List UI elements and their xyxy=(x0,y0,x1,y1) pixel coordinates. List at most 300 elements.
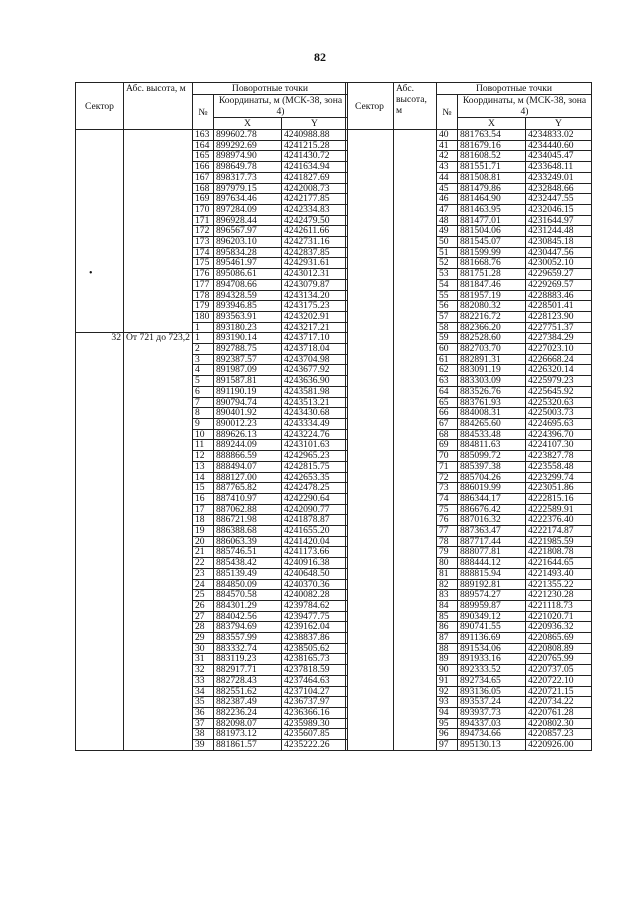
y-coordinate-cell: 4237818.59 xyxy=(281,665,347,676)
point-number-header: № xyxy=(437,95,458,130)
point-number-cell: 10 xyxy=(192,429,213,440)
point-number-cell: 4 xyxy=(192,365,213,376)
x-coordinate-cell: 886344.17 xyxy=(458,493,526,504)
y-coordinate-cell: 4240916.38 xyxy=(281,558,347,569)
x-coordinate-cell: 881477.01 xyxy=(458,215,526,226)
point-number-cell: 9 xyxy=(192,418,213,429)
x-coordinate-cell: 883557.99 xyxy=(213,633,281,644)
point-number-cell: 86 xyxy=(437,622,458,633)
y-coordinate-cell: 4241655.20 xyxy=(281,526,347,537)
point-number-cell: 27 xyxy=(192,611,213,622)
x-coordinate-cell: 894708.66 xyxy=(213,279,281,290)
point-number-cell: 49 xyxy=(437,226,458,237)
x-coordinate-cell: 898974.90 xyxy=(213,151,281,162)
point-number-cell: 40 xyxy=(437,130,458,141)
point-number-cell: 21 xyxy=(192,547,213,558)
point-number-cell: 65 xyxy=(437,397,458,408)
y-coordinate-cell: 4242931.61 xyxy=(281,258,347,269)
y-coordinate-cell: 4241878.87 xyxy=(281,515,347,526)
x-coordinate-cell: 884008.31 xyxy=(458,408,526,419)
x-coordinate-cell: 890741.55 xyxy=(458,622,526,633)
point-number-cell: 82 xyxy=(437,579,458,590)
point-number-cell: 56 xyxy=(437,301,458,312)
x-coordinate-cell: 897634.46 xyxy=(213,194,281,205)
x-coordinate-cell: 891190.19 xyxy=(213,386,281,397)
x-coordinate-cell: 891136.69 xyxy=(458,633,526,644)
x-coordinate-cell: 889574.27 xyxy=(458,590,526,601)
point-number-cell: 60 xyxy=(437,344,458,355)
x-coordinate-cell: 881973.12 xyxy=(213,729,281,740)
point-number-cell: 45 xyxy=(437,183,458,194)
altitude-header: Абс. высота, м xyxy=(124,83,193,130)
x-coordinate-cell: 881551.71 xyxy=(458,162,526,173)
y-coordinate-cell: 4238165.73 xyxy=(281,654,347,665)
y-coordinate-cell: 4220802.30 xyxy=(526,718,592,729)
y-coordinate-cell: 4241827.69 xyxy=(281,172,347,183)
x-coordinate-cell: 883119.23 xyxy=(213,654,281,665)
table-row xyxy=(346,130,592,141)
turning-points-header: Поворотные точки xyxy=(192,83,347,95)
point-number-cell: 26 xyxy=(192,600,213,611)
x-coordinate-cell: 882891.31 xyxy=(458,354,526,365)
x-header: X xyxy=(458,118,526,130)
x-coordinate-cell: 887765.82 xyxy=(213,483,281,494)
x-coordinate-cell: 881504.06 xyxy=(458,226,526,237)
y-coordinate-cell: 4221493.40 xyxy=(526,568,592,579)
point-number-cell: 50 xyxy=(437,237,458,248)
y-coordinate-cell: 4242290.64 xyxy=(281,493,347,504)
x-coordinate-cell: 891534.06 xyxy=(458,643,526,654)
x-coordinate-cell: 881608.52 xyxy=(458,151,526,162)
point-number-cell: 12 xyxy=(192,451,213,462)
y-coordinate-cell: 4220734.22 xyxy=(526,697,592,708)
y-coordinate-cell: 4230845.18 xyxy=(526,237,592,248)
x-coordinate-cell: 891587.81 xyxy=(213,376,281,387)
point-number-cell: 96 xyxy=(437,729,458,740)
y-coordinate-cell: 4233249.01 xyxy=(526,172,592,183)
point-number-cell: 16 xyxy=(192,493,213,504)
y-coordinate-cell: 4240370.36 xyxy=(281,579,347,590)
y-coordinate-cell: 4224695.63 xyxy=(526,418,592,429)
table-row xyxy=(76,333,348,344)
x-coordinate-cell: 892387.57 xyxy=(213,354,281,365)
point-number-cell: 68 xyxy=(437,429,458,440)
point-number-cell: 30 xyxy=(192,643,213,654)
y-coordinate-cell: 4227384.29 xyxy=(526,333,592,344)
x-coordinate-cell: 887363.47 xyxy=(458,526,526,537)
x-coordinate-cell: 892788.75 xyxy=(213,344,281,355)
y-coordinate-cell: 4243079.87 xyxy=(281,279,347,290)
altitude-header: Абс. высота, м xyxy=(394,83,437,130)
x-coordinate-cell: 886388.68 xyxy=(213,526,281,537)
x-coordinate-cell: 881668.76 xyxy=(458,258,526,269)
y-coordinate-cell: 4232447.55 xyxy=(526,194,592,205)
y-coordinate-cell: 4243134.20 xyxy=(281,290,347,301)
point-number-cell: 6 xyxy=(192,386,213,397)
y-coordinate-cell: 4235222.26 xyxy=(281,740,347,751)
x-coordinate-cell: 884042.56 xyxy=(213,611,281,622)
y-coordinate-cell: 4232848.66 xyxy=(526,183,592,194)
point-number-cell: 36 xyxy=(192,707,213,718)
x-coordinate-cell: 893937.73 xyxy=(458,707,526,718)
y-coordinate-cell: 4220722.10 xyxy=(526,675,592,686)
y-coordinate-cell: 4225003.73 xyxy=(526,408,592,419)
point-number-cell: 14 xyxy=(192,472,213,483)
point-number-cell: 58 xyxy=(437,322,458,333)
right-table-coordinates xyxy=(345,82,592,751)
x-coordinate-cell: 885099.72 xyxy=(458,451,526,462)
y-coordinate-cell: 4239162.04 xyxy=(281,622,347,633)
x-coordinate-cell: 887410.97 xyxy=(213,493,281,504)
x-coordinate-cell: 882098.07 xyxy=(213,718,281,729)
y-header: Y xyxy=(526,118,592,130)
point-number-cell: 44 xyxy=(437,172,458,183)
x-coordinate-cell: 893180.23 xyxy=(213,322,281,333)
y-coordinate-cell: 4226668.24 xyxy=(526,354,592,365)
point-number-cell: 72 xyxy=(437,472,458,483)
point-number-cell: 167 xyxy=(192,172,213,183)
x-coordinate-cell: 883526.76 xyxy=(458,386,526,397)
x-coordinate-cell: 893537.24 xyxy=(458,697,526,708)
x-coordinate-cell: 894734.66 xyxy=(458,729,526,740)
point-number-cell: 166 xyxy=(192,162,213,173)
point-number-cell: 95 xyxy=(437,718,458,729)
x-coordinate-cell: 899292.69 xyxy=(213,140,281,151)
y-coordinate-cell: 4242815.75 xyxy=(281,461,347,472)
point-number-cell: 19 xyxy=(192,526,213,537)
y-coordinate-cell: 4222815.16 xyxy=(526,493,592,504)
y-coordinate-cell: 4242479.50 xyxy=(281,215,347,226)
point-number-cell: 52 xyxy=(437,258,458,269)
y-coordinate-cell: 4231644.97 xyxy=(526,215,592,226)
y-coordinate-cell: 4242177.85 xyxy=(281,194,347,205)
y-coordinate-cell: 4225320.63 xyxy=(526,397,592,408)
point-number-cell: 33 xyxy=(192,675,213,686)
x-coordinate-cell: 882366.20 xyxy=(458,322,526,333)
y-coordinate-cell: 4228501.41 xyxy=(526,301,592,312)
y-coordinate-cell: 4220765.99 xyxy=(526,654,592,665)
point-number-cell: 179 xyxy=(192,301,213,312)
point-number-cell: 2 xyxy=(192,344,213,355)
y-coordinate-cell: 4234045.47 xyxy=(526,151,592,162)
x-coordinate-cell: 885438.42 xyxy=(213,558,281,569)
x-coordinate-cell: 894328.59 xyxy=(213,290,281,301)
x-coordinate-cell: 892734.65 xyxy=(458,675,526,686)
y-coordinate-cell: 4232046.15 xyxy=(526,204,592,215)
point-number-cell: 93 xyxy=(437,697,458,708)
x-coordinate-cell: 899602.78 xyxy=(213,130,281,141)
y-coordinate-cell: 4237104.27 xyxy=(281,686,347,697)
x-coordinate-cell: 888444.12 xyxy=(458,558,526,569)
table-row xyxy=(76,130,348,141)
y-header: Y xyxy=(281,118,347,130)
x-coordinate-cell: 893136.05 xyxy=(458,686,526,697)
point-number-cell: 73 xyxy=(437,483,458,494)
point-number-cell: 87 xyxy=(437,633,458,644)
x-coordinate-cell: 882917.71 xyxy=(213,665,281,676)
x-coordinate-cell: 892333.52 xyxy=(458,665,526,676)
y-coordinate-cell: 4243704.98 xyxy=(281,354,347,365)
y-coordinate-cell: 4221230.28 xyxy=(526,590,592,601)
y-coordinate-cell: 4241420.04 xyxy=(281,536,347,547)
x-coordinate-cell: 882528.60 xyxy=(458,333,526,344)
x-coordinate-cell: 882551.62 xyxy=(213,686,281,697)
x-coordinate-cell: 887062.88 xyxy=(213,504,281,515)
y-coordinate-cell: 4224396.70 xyxy=(526,429,592,440)
y-coordinate-cell: 4243217.21 xyxy=(281,322,347,333)
y-coordinate-cell: 4223558.48 xyxy=(526,461,592,472)
y-coordinate-cell: 4227751.37 xyxy=(526,322,592,333)
y-coordinate-cell: 4223827.78 xyxy=(526,451,592,462)
x-coordinate-cell: 886676.42 xyxy=(458,504,526,515)
x-header: X xyxy=(213,118,281,130)
point-number-cell: 74 xyxy=(437,493,458,504)
y-coordinate-cell: 4243101.63 xyxy=(281,440,347,451)
point-number-cell: 62 xyxy=(437,365,458,376)
x-coordinate-cell: 897979.15 xyxy=(213,183,281,194)
y-coordinate-cell: 4220721.15 xyxy=(526,686,592,697)
x-coordinate-cell: 889959.87 xyxy=(458,600,526,611)
point-number-cell: 85 xyxy=(437,611,458,622)
x-coordinate-cell: 881508.81 xyxy=(458,172,526,183)
y-coordinate-cell: 4223299.74 xyxy=(526,472,592,483)
point-number-cell: 92 xyxy=(437,686,458,697)
x-coordinate-cell: 885704.26 xyxy=(458,472,526,483)
point-number-cell: 3 xyxy=(192,354,213,365)
point-number-cell: 18 xyxy=(192,515,213,526)
point-number-cell: 69 xyxy=(437,440,458,451)
x-coordinate-cell: 894337.03 xyxy=(458,718,526,729)
point-number-cell: 23 xyxy=(192,568,213,579)
point-number-cell: 39 xyxy=(192,740,213,751)
y-coordinate-cell: 4242653.35 xyxy=(281,472,347,483)
y-coordinate-cell: 4236366.16 xyxy=(281,707,347,718)
y-coordinate-cell: 4227023.10 xyxy=(526,344,592,355)
point-number-cell: 32 xyxy=(192,665,213,676)
point-number-cell: 178 xyxy=(192,290,213,301)
y-coordinate-cell: 4243012.31 xyxy=(281,269,347,280)
point-number-cell: 41 xyxy=(437,140,458,151)
y-coordinate-cell: 4220761.28 xyxy=(526,707,592,718)
x-coordinate-cell: 881847.46 xyxy=(458,279,526,290)
altitude-cell xyxy=(394,130,437,751)
y-coordinate-cell: 4241634.94 xyxy=(281,162,347,173)
x-coordinate-cell: 897284.09 xyxy=(213,204,281,215)
y-coordinate-cell: 4220936.32 xyxy=(526,622,592,633)
stray-dot-mark: • xyxy=(89,268,93,279)
point-number-cell: 171 xyxy=(192,215,213,226)
point-number-cell: 24 xyxy=(192,579,213,590)
point-number-cell: 13 xyxy=(192,461,213,472)
point-number-cell: 67 xyxy=(437,418,458,429)
point-number-cell: 77 xyxy=(437,526,458,537)
point-number-cell: 43 xyxy=(437,162,458,173)
point-number-cell: 20 xyxy=(192,536,213,547)
y-coordinate-cell: 4243430.68 xyxy=(281,408,347,419)
y-coordinate-cell: 4242334.83 xyxy=(281,204,347,215)
y-coordinate-cell: 4235607.85 xyxy=(281,729,347,740)
point-number-cell: 59 xyxy=(437,333,458,344)
point-number-cell: 79 xyxy=(437,547,458,558)
y-coordinate-cell: 4237464.63 xyxy=(281,675,347,686)
x-coordinate-cell: 895461.97 xyxy=(213,258,281,269)
x-coordinate-cell: 883332.74 xyxy=(213,643,281,654)
x-coordinate-cell: 886721.98 xyxy=(213,515,281,526)
point-number-cell: 31 xyxy=(192,654,213,665)
point-number-cell: 17 xyxy=(192,504,213,515)
x-coordinate-cell: 884570.58 xyxy=(213,590,281,601)
y-coordinate-cell: 4228123.90 xyxy=(526,311,592,322)
point-number-cell: 97 xyxy=(437,740,458,751)
point-number-cell: 46 xyxy=(437,194,458,205)
y-coordinate-cell: 4240648.50 xyxy=(281,568,347,579)
y-coordinate-cell: 4222376.40 xyxy=(526,515,592,526)
point-number-cell: 29 xyxy=(192,633,213,644)
x-coordinate-cell: 895130.13 xyxy=(458,740,526,751)
point-number-cell: 57 xyxy=(437,311,458,322)
y-coordinate-cell: 4220926.00 xyxy=(526,740,592,751)
y-coordinate-cell: 4238505.62 xyxy=(281,643,347,654)
x-coordinate-cell: 889626.13 xyxy=(213,429,281,440)
x-coordinate-cell: 881679.16 xyxy=(458,140,526,151)
y-coordinate-cell: 4233648.11 xyxy=(526,162,592,173)
x-coordinate-cell: 889244.09 xyxy=(213,440,281,451)
y-coordinate-cell: 4222589.91 xyxy=(526,504,592,515)
x-coordinate-cell: 883091.19 xyxy=(458,365,526,376)
x-coordinate-cell: 893563.91 xyxy=(213,311,281,322)
x-coordinate-cell: 886019.99 xyxy=(458,483,526,494)
x-coordinate-cell: 886063.39 xyxy=(213,536,281,547)
x-coordinate-cell: 890794.74 xyxy=(213,397,281,408)
x-coordinate-cell: 881479.86 xyxy=(458,183,526,194)
sector-cell xyxy=(346,130,394,751)
point-number-cell: 175 xyxy=(192,258,213,269)
y-coordinate-cell: 4242965.23 xyxy=(281,451,347,462)
x-coordinate-cell: 895086.61 xyxy=(213,269,281,280)
point-number-cell: 176 xyxy=(192,269,213,280)
y-coordinate-cell: 4239784.62 xyxy=(281,600,347,611)
point-number-cell: 76 xyxy=(437,515,458,526)
x-coordinate-cell: 893190.14 xyxy=(213,333,281,344)
turning-points-header: Поворотные точки xyxy=(437,83,592,95)
y-coordinate-cell: 4234833.02 xyxy=(526,130,592,141)
y-coordinate-cell: 4226320.14 xyxy=(526,365,592,376)
y-coordinate-cell: 4229269.57 xyxy=(526,279,592,290)
y-coordinate-cell: 4225645.92 xyxy=(526,386,592,397)
x-coordinate-cell: 884265.60 xyxy=(458,418,526,429)
point-number-cell: 78 xyxy=(437,536,458,547)
x-coordinate-cell: 883303.09 xyxy=(458,376,526,387)
point-number-cell: 169 xyxy=(192,194,213,205)
y-coordinate-cell: 4223051.86 xyxy=(526,483,592,494)
point-number-cell: 168 xyxy=(192,183,213,194)
x-coordinate-cell: 888077.81 xyxy=(458,547,526,558)
point-number-cell: 70 xyxy=(437,451,458,462)
point-number-cell: 63 xyxy=(437,376,458,387)
point-number-cell: 5 xyxy=(192,376,213,387)
y-coordinate-cell: 4221808.78 xyxy=(526,547,592,558)
x-coordinate-cell: 890401.92 xyxy=(213,408,281,419)
x-coordinate-cell: 881957.19 xyxy=(458,290,526,301)
y-coordinate-cell: 4234440.60 xyxy=(526,140,592,151)
x-coordinate-cell: 882080.32 xyxy=(458,301,526,312)
x-coordinate-cell: 881599.99 xyxy=(458,247,526,258)
left-table-coordinates xyxy=(75,82,348,751)
y-coordinate-cell: 4236737.97 xyxy=(281,697,347,708)
x-coordinate-cell: 885139.49 xyxy=(213,568,281,579)
sector-header: Сектор xyxy=(346,83,394,130)
y-coordinate-cell: 4220737.05 xyxy=(526,665,592,676)
x-coordinate-cell: 884850.09 xyxy=(213,579,281,590)
y-coordinate-cell: 4220865.69 xyxy=(526,633,592,644)
y-coordinate-cell: 4243581.98 xyxy=(281,386,347,397)
y-coordinate-cell: 4241173.66 xyxy=(281,547,347,558)
point-number-cell: 71 xyxy=(437,461,458,472)
x-coordinate-cell: 898317.73 xyxy=(213,172,281,183)
x-coordinate-cell: 896928.44 xyxy=(213,215,281,226)
y-coordinate-cell: 4243175.23 xyxy=(281,301,347,312)
x-coordinate-cell: 884811.63 xyxy=(458,440,526,451)
y-coordinate-cell: 4220808.89 xyxy=(526,643,592,654)
point-number-cell: 174 xyxy=(192,247,213,258)
point-number-cell: 1 xyxy=(192,322,213,333)
point-number-cell: 53 xyxy=(437,269,458,280)
point-number-cell: 80 xyxy=(437,558,458,569)
x-coordinate-cell: 888815.94 xyxy=(458,568,526,579)
point-number-cell: 172 xyxy=(192,226,213,237)
right-coordinates-table-panel xyxy=(345,82,592,751)
point-number-cell: 34 xyxy=(192,686,213,697)
point-number-cell: 7 xyxy=(192,397,213,408)
x-coordinate-cell: 893946.85 xyxy=(213,301,281,312)
x-coordinate-cell: 881751.28 xyxy=(458,269,526,280)
coordinates-header: Координаты, м (МСК-38, зона 4) xyxy=(213,95,347,118)
x-coordinate-cell: 887016.32 xyxy=(458,515,526,526)
y-coordinate-cell: 4243224.76 xyxy=(281,429,347,440)
y-coordinate-cell: 4243513.21 xyxy=(281,397,347,408)
x-coordinate-cell: 887717.44 xyxy=(458,536,526,547)
point-number-cell: 165 xyxy=(192,151,213,162)
point-number-cell: 88 xyxy=(437,643,458,654)
point-number-cell: 48 xyxy=(437,215,458,226)
y-coordinate-cell: 4220857.23 xyxy=(526,729,592,740)
y-coordinate-cell: 4243677.92 xyxy=(281,365,347,376)
point-number-cell: 55 xyxy=(437,290,458,301)
x-coordinate-cell: 889192.81 xyxy=(458,579,526,590)
x-coordinate-cell: 881464.90 xyxy=(458,194,526,205)
x-coordinate-cell: 891933.16 xyxy=(458,654,526,665)
point-number-header: № xyxy=(192,95,213,130)
point-number-cell: 163 xyxy=(192,130,213,141)
point-number-cell: 91 xyxy=(437,675,458,686)
point-number-cell: 89 xyxy=(437,654,458,665)
y-coordinate-cell: 4230052.10 xyxy=(526,258,592,269)
y-coordinate-cell: 4238837.86 xyxy=(281,633,347,644)
point-number-cell: 64 xyxy=(437,386,458,397)
point-number-cell: 47 xyxy=(437,204,458,215)
x-coordinate-cell: 883761.93 xyxy=(458,397,526,408)
point-number-cell: 66 xyxy=(437,408,458,419)
y-coordinate-cell: 4242090.77 xyxy=(281,504,347,515)
point-number-cell: 180 xyxy=(192,311,213,322)
x-coordinate-cell: 882236.24 xyxy=(213,707,281,718)
coordinates-header: Координаты, м (МСК-38, зона 4) xyxy=(458,95,592,118)
x-coordinate-cell: 885397.38 xyxy=(458,461,526,472)
y-coordinate-cell: 4243334.49 xyxy=(281,418,347,429)
y-coordinate-cell: 4221985.59 xyxy=(526,536,592,547)
altitude-cell: От 721 до 723,2 xyxy=(124,333,193,750)
x-coordinate-cell: 883794.69 xyxy=(213,622,281,633)
